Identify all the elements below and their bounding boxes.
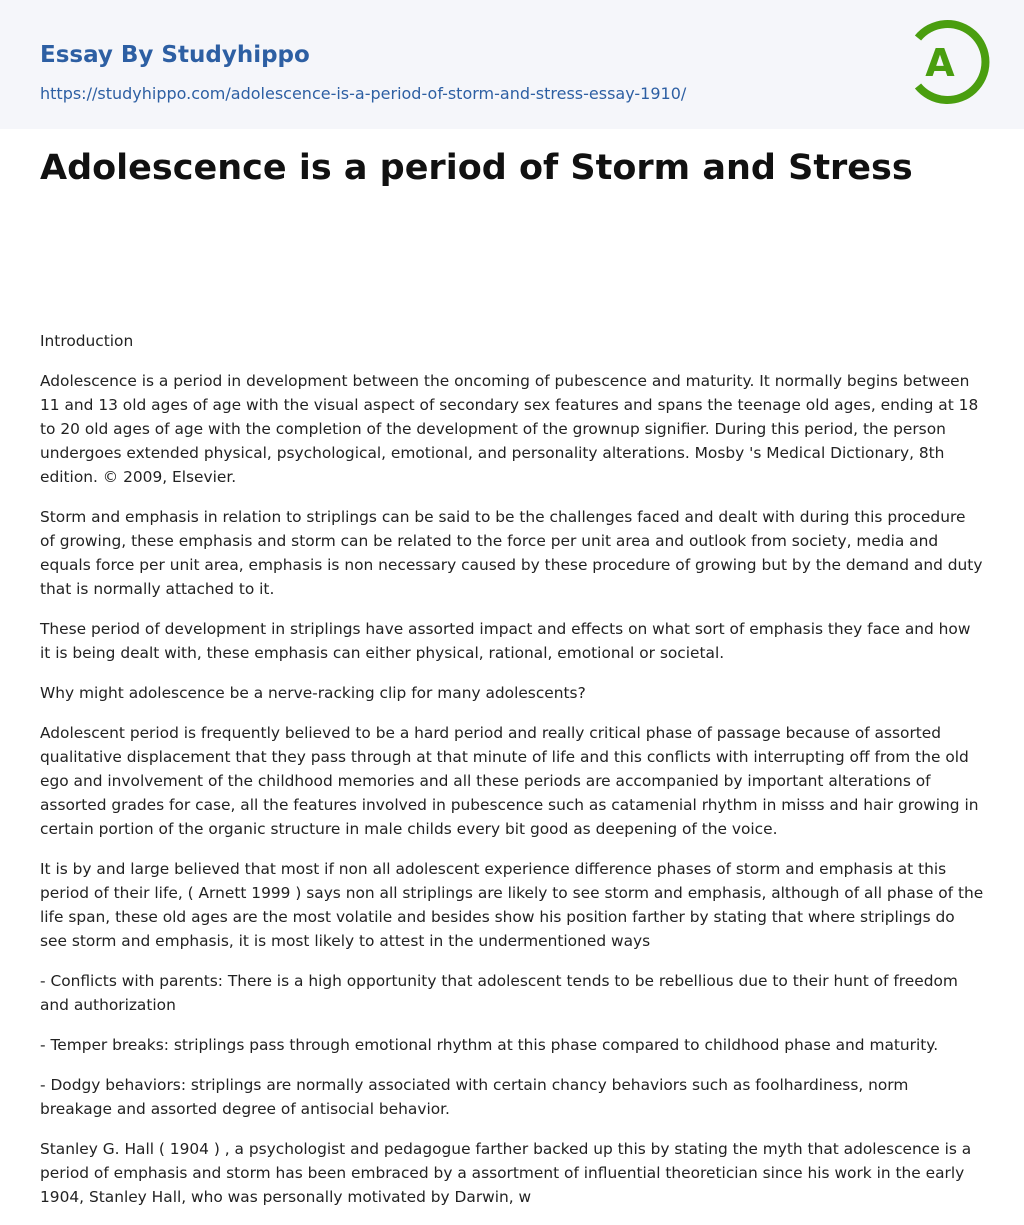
paragraph: Stanley G. Hall ( 1904 ) , a psychologist and pedagogue farther backed up this by stating the myth that adolescence is a period of emphasis and storm has been embraced by a assortment of influential theoretician since his work in the early 1904, Stanley Hall, who was personally motivated by Darwin, w — [40, 1140, 972, 1206]
studyhippo-logo-icon[interactable] — [904, 18, 992, 106]
essay-url-link[interactable]: https://studyhippo.com/adolescence-is-a-period-of-storm-and-stress-essay-1910/ — [40, 84, 687, 103]
brand-title: Essay By Studyhippo — [40, 42, 310, 68]
paragraph: These period of development in striplings have assorted impact and effects on what sort of emphasis they face and how it is being dealt with, these emphasis can either physical, rational, emotional or societal. — [40, 620, 971, 662]
paragraph: It is by and large believed that most if non all adolescent experience difference phases of storm and emphasis at this period of their life, ( Arnett 1999 ) says non all striplings are likely to see storm and emphasis, although of all phase of the life span, these old ages are the most volatile and besides show his position farther by stating that where striplings do see storm and emphasis, it is most likely to attest in the undermentioned ways — [40, 860, 984, 950]
paragraph: - Temper breaks: striplings pass through emotional rhythm at this phase compared to childhood phase and maturity. — [40, 1036, 939, 1054]
article-body — [40, 129, 984, 1209]
paragraph: - Dodgy behaviors: striplings are normally associated with certain chancy behaviors such as foolhardiness, norm breakage and assorted degree of antisocial behavior. — [40, 1076, 909, 1118]
article — [0, 129, 1024, 1209]
paragraph: Storm and emphasis in relation to striplings can be said to be the challenges faced and dealt with during this procedure of growing, these emphasis and storm can be related to the force per unit area and outlook from society, media and equals force per unit area, emphasis is non necessary caused by these procedure of growing but by the demand and duty that is normally attached to it. — [40, 508, 983, 598]
paragraph: Adolescent period is frequently believed to be a hard period and really critical phase of passage because of assorted qualitative displacement that they pass through at that minute of life and this conflicts with interrupting off from the old ego and involvement of the childhood memories and all these periods are accompanied by important alterations of assorted grades for case, all the features involved in pubescence such as catamenial rhythm in misss and hair growing in certain portion of the organic structure in male childs every bit good as deepening of the voice. — [40, 724, 979, 838]
page-title: Adolescence is a period of Storm and Stress — [40, 148, 913, 188]
paragraph: - Conflicts with parents: There is a high opportunity that adolescent tends to be rebellious due to their hunt of freedom and authorization — [40, 972, 958, 1014]
paragraph: Adolescence is a period in development between the oncoming of pubescence and maturity. It normally begins between 11 and 13 old ages of age with the visual aspect of secondary sex features and spans the teenage old ages, ending at 18 to 20 old ages of age with the completion of the development of the grownup signifier. During this period, the person undergoes extended physical, psychological, emotional, and personality alterations. Mosby 's Medical Dictionary, 8th edition. © 2009, Elsevier. — [40, 372, 979, 486]
logo-letter: A — [925, 41, 955, 85]
paragraph: Why might adolescence be a nerve-racking clip for many adolescents? — [40, 684, 586, 702]
section-heading: Introduction — [40, 332, 134, 350]
